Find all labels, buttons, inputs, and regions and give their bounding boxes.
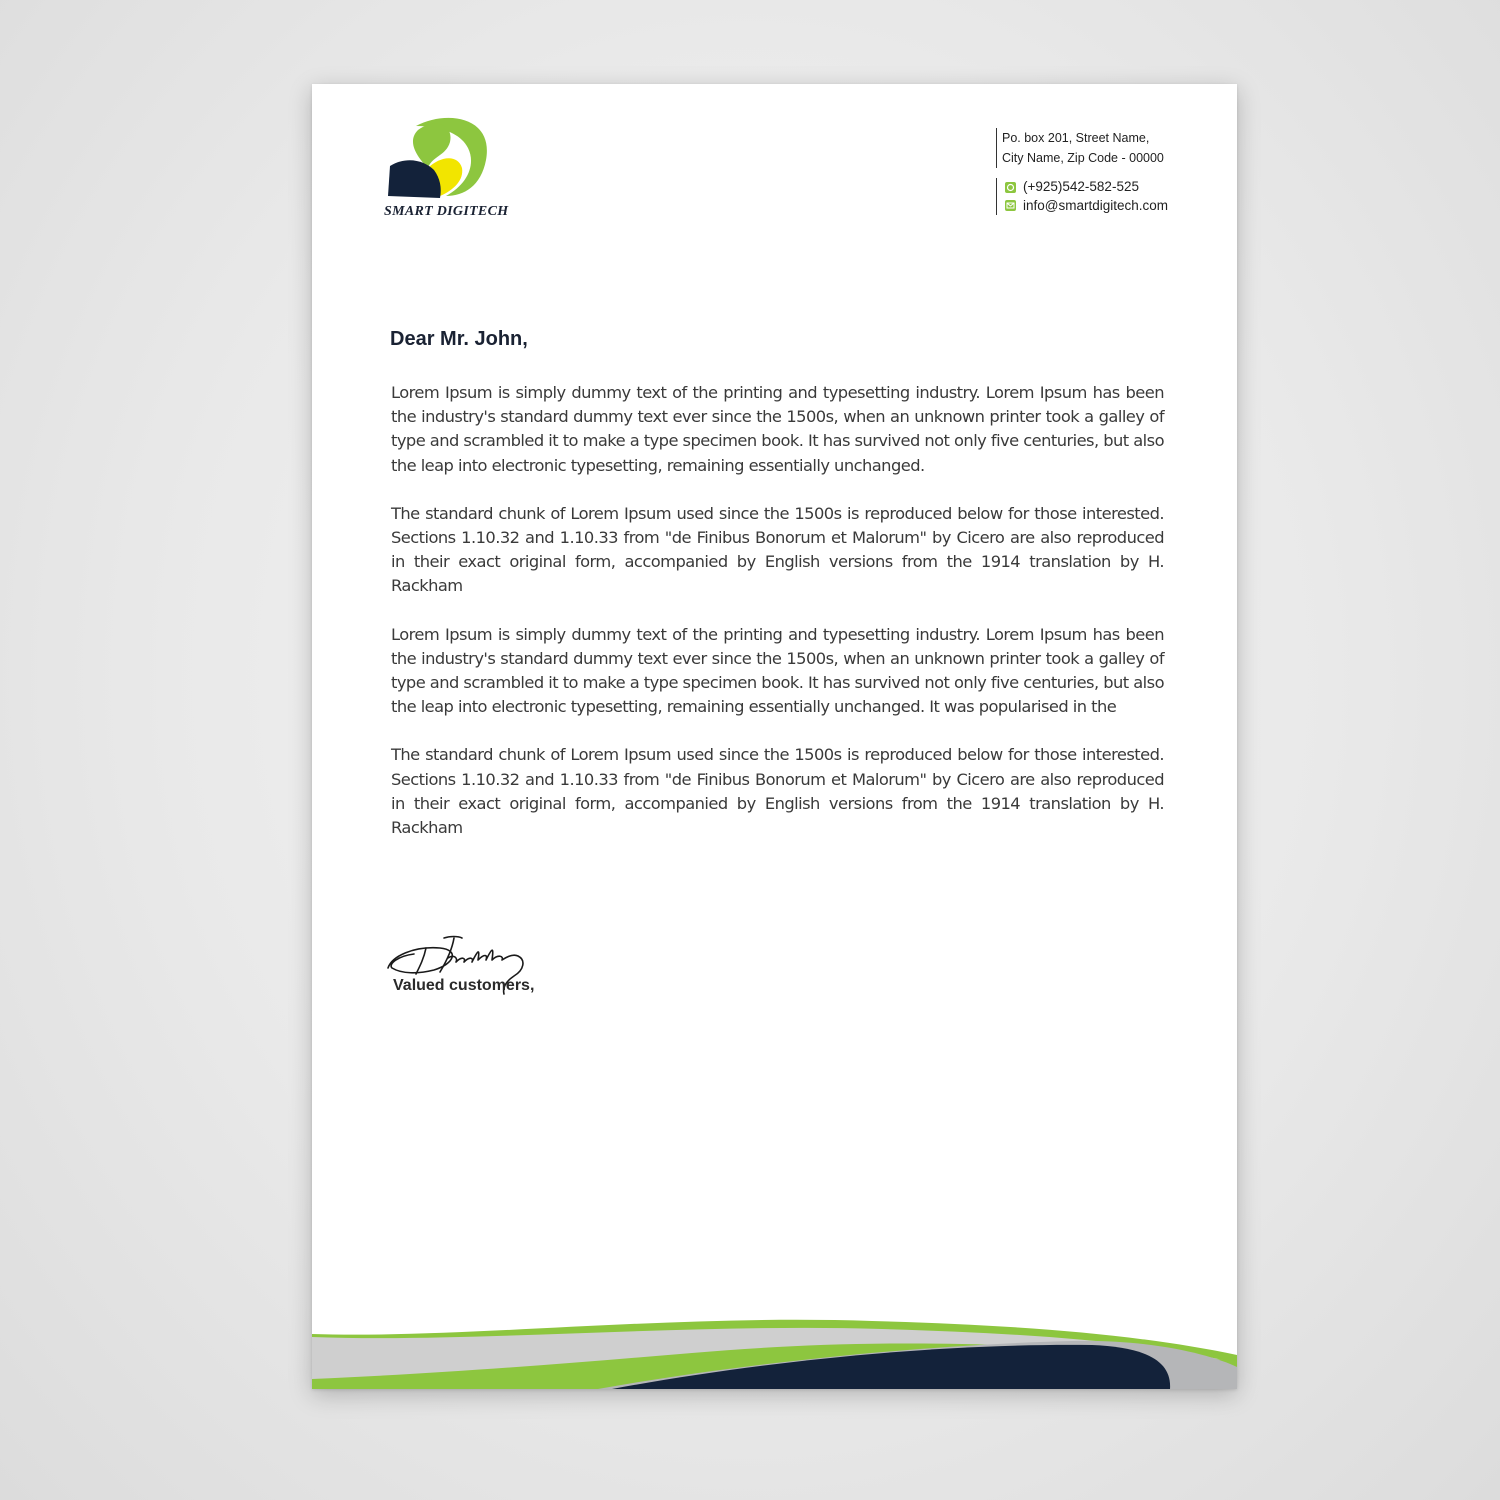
footer-wave-graphic (312, 1319, 1237, 1389)
phone-number[interactable]: (+925)542-582-525 (1023, 179, 1139, 194)
paragraph-4: The standard chunk of Lorem Ipsum used since the 1500s is reproduced below for those interested. Sections 1.10.32 and 1.10.33 from "de Finibus Bonorum et Malorum" by Cicero are also reproduced in their exact original form, accompanied by English versions from the 1914 translation by H. Rackham (391, 745, 1164, 838)
phone-row (1005, 178, 1216, 197)
address-line-1: Po. box 201, Street Name, (1002, 131, 1150, 145)
address-block (996, 128, 1216, 168)
email-icon (1005, 200, 1016, 211)
phone-icon (1005, 182, 1016, 193)
letter-greeting: Dear Mr. John, (390, 328, 528, 350)
letterhead-sheet (312, 84, 1237, 1389)
email-address[interactable]: info@smartdigitech.com (1023, 197, 1169, 213)
paragraph-2: The standard chunk of Lorem Ipsum used since the 1500s is reproduced below for those interested. Sections 1.10.32 and 1.10.33 from "de Finibus Bonorum et Malorum" by Cicero are also reproduced in their exact original form, accompanied by English versions from the 1914 translation by H. Rackham (391, 503, 1164, 596)
paragraph-3: Lorem Ipsum is simply dummy text of the printing and typesetting industry. Lorem Ipsum has been the industry's standard dummy text ever since the 1500s, when an unknown printer took a galley of type and scrambled it to make a type specimen book. It has survived not only five centuries, but also the leap into electronic typesetting, remaining essentially unchanged. It was popularised in the (391, 624, 1164, 717)
footer-wave (312, 1319, 1237, 1389)
letter-closing: Valued customers, (393, 977, 535, 994)
email-row (1005, 197, 1216, 216)
paragraph-1: Lorem Ipsum is simply dummy text of the printing and typesetting industry. Lorem Ipsum has been the industry's standard dummy text ever since the 1500s, when an unknown printer took a galley of type and scrambled it to make a type specimen book. It has survived not only five centuries, but also the leap into electronic typesetting, remaining essentially unchanged. (391, 383, 1164, 475)
letter-body (391, 381, 1164, 864)
footer-website[interactable]: www.smartdigitech.com (504, 1273, 695, 1288)
address-line-2: City Name, Zip Code - 00000 (1002, 151, 1164, 165)
reach-block (996, 178, 1216, 215)
company-name: SMART DIGITECH (384, 204, 509, 219)
contact-block (996, 128, 1216, 215)
